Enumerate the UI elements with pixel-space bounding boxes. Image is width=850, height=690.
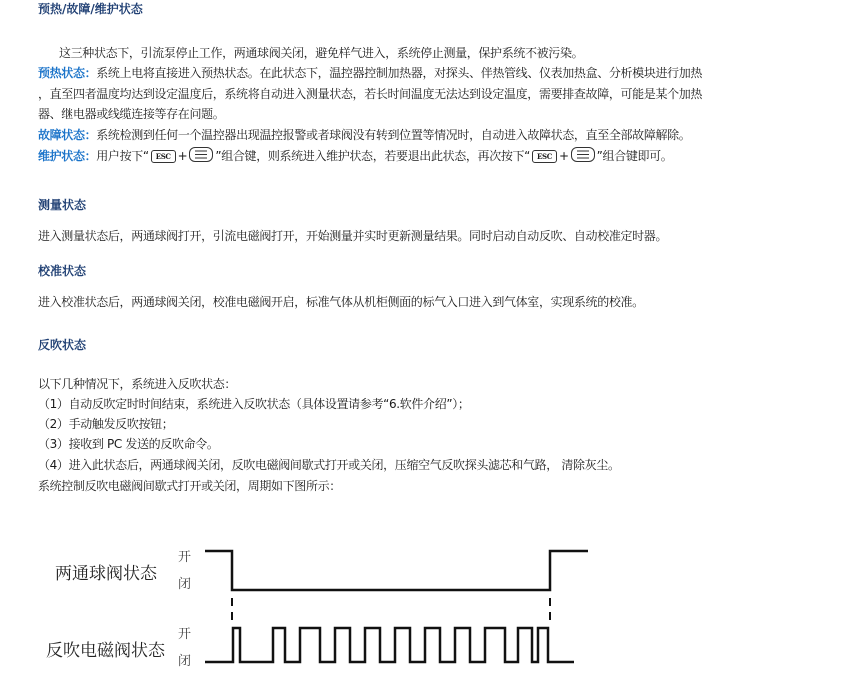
row2-open-label: 开 bbox=[178, 627, 192, 642]
backflush-outro: 系统控制反吹电磁阀间歇式打开或关闭，周期如下图所示： bbox=[38, 479, 341, 493]
section-title-preheat-fault-maintenance: 预热/故障/维护状态 bbox=[38, 2, 143, 16]
row2-label-backflush-valve-state: 反吹电磁阀状态 bbox=[46, 641, 165, 661]
preheat-text: 系统上电将直接进入预热状态。在此状态下，温控器控制加热器，对探头、伴热管线、仪表加热盒、分析模块进行加热 bbox=[96, 66, 703, 80]
esc-key-icon-2: ESC bbox=[532, 150, 557, 163]
maintenance-label: 维护状态： bbox=[38, 149, 97, 163]
preheat-label: 预热状态： bbox=[38, 66, 97, 80]
backflush-item-2: （2）手动触发反吹按钮； bbox=[38, 417, 174, 431]
plus-sign: + bbox=[177, 149, 188, 163]
backflush-valve-waveform bbox=[205, 628, 574, 662]
maintenance-text-a: 用户按下“ bbox=[96, 149, 149, 163]
section-title-measurement: 测量状态 bbox=[38, 198, 87, 212]
backflush-item-1: （1）自动反吹定时时间结束，系统进入反吹状态（具体设置请参考“6.软件介绍”）； bbox=[38, 397, 470, 411]
maintenance-text-b: ”组合键，则系统进入维护状态，若要退出此状态，再次按下“ bbox=[215, 149, 531, 163]
section-title-backflush: 反吹状态 bbox=[38, 338, 87, 352]
backflush-item-4: （4）进入此状态后，两通球阀关闭，反吹电磁阀间歇式打开或关闭，压缩空气反吹探头滤芯和气路， 清除灰尘。 bbox=[38, 458, 620, 472]
backflush-item-3: （3）接收到 PC 发送的反吹命令。 bbox=[38, 437, 219, 451]
row1-open-label: 开 bbox=[178, 550, 192, 565]
ball-valve-waveform bbox=[205, 551, 588, 590]
fault-text: 系统检测到任何一个温控器出现温控报警或者球阀没有转到位置等情况时，自动进入故障状态，直至全部故障解除。 bbox=[96, 128, 691, 142]
section-intro-text: 这三种状态下，引流泵停止工作，两通球阀关闭，避免样气进入，系统停止测量，保护系统不被污染。 bbox=[59, 46, 584, 60]
plus-sign-2: + bbox=[558, 149, 569, 163]
row2-close-label: 闭 bbox=[178, 654, 192, 669]
fault-label: 故障状态： bbox=[38, 128, 97, 142]
row1-label-ball-valve-state: 两通球阀状态 bbox=[55, 564, 157, 584]
maintenance-text-c: ”组合键即可。 bbox=[596, 149, 673, 163]
backflush-intro: 以下几种情况下，系统进入反吹状态： bbox=[38, 377, 237, 391]
section-title-calibration: 校准状态 bbox=[38, 264, 87, 278]
calibration-text: 进入校准状态后，两通球阀关闭，校准电磁阀开启，标准气体从机柜侧面的标气入口进入到气体室，实现系统的校准。 bbox=[38, 295, 644, 309]
preheat-paragraph-line3: 器、继电器或线缆连接等存在问题。 bbox=[38, 107, 225, 121]
esc-key-icon: ESC bbox=[151, 150, 176, 163]
measurement-text: 进入测量状态后，两通球阀打开，引流电磁阀打开，开始测量并实时更新测量结果。同时启动自动反吹、自动校准定时器。 bbox=[38, 229, 668, 243]
row1-close-label: 闭 bbox=[178, 577, 192, 592]
preheat-paragraph-line2: ，直至四者温度均达到设定温度后，系统将自动进入测量状态，若长时间温度无法达到设定温度，需要排查故障，可能是某个加热 bbox=[38, 87, 703, 101]
